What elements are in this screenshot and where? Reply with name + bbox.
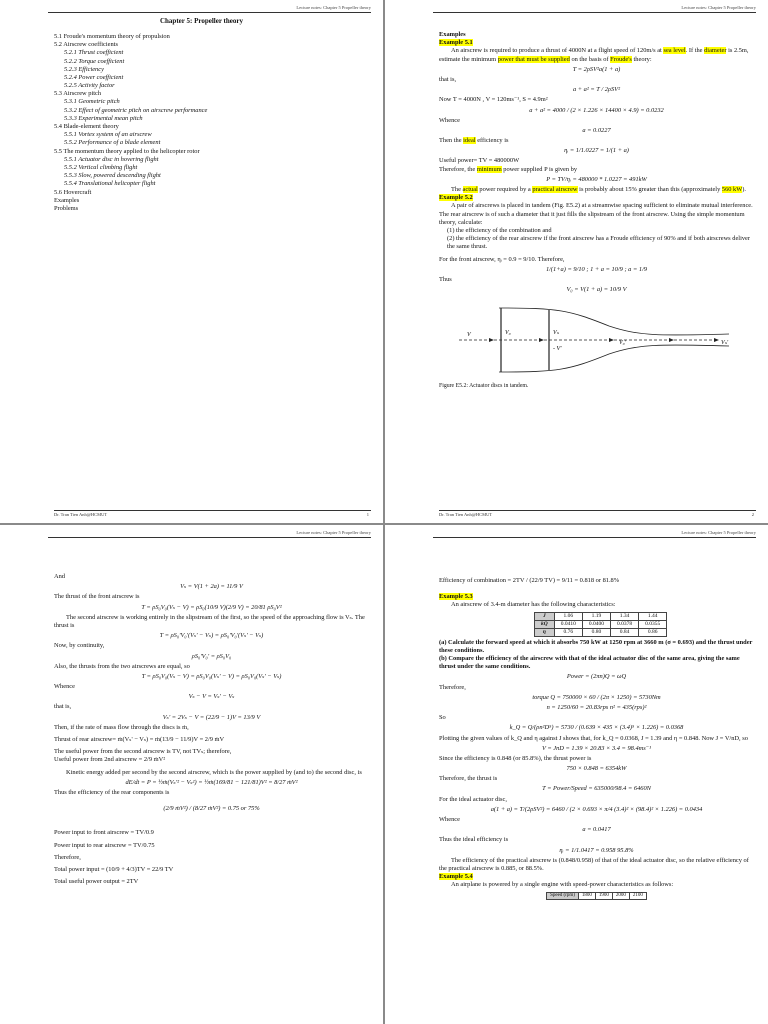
header-rule <box>48 537 371 538</box>
table-row-header: η <box>535 628 555 636</box>
page-1 <box>0 0 383 523</box>
text-line: Therefore, the thrust is <box>439 775 498 783</box>
page-4 <box>385 525 768 1024</box>
list-item: (2) the efficiency of the rear airscrew if the front airscrew has a Froude efficiency of 90% and if both airscrews deliver the same thrust. <box>447 235 751 251</box>
table-row-header: J <box>535 612 555 620</box>
table-cell: 0.76 <box>554 628 582 636</box>
text-line: Power input to front airscrew = TV/0.9 <box>54 829 154 837</box>
toc-item: 5.5.3 Slow, powered descending flight <box>64 172 161 180</box>
tandem-discs-diagram <box>439 300 739 380</box>
toc-item: 5.2.5 Activity factor <box>64 82 115 90</box>
speed-power-table <box>546 892 647 900</box>
label-vs-prime: Vₛ' <box>721 340 729 347</box>
table-cell: 1.19 <box>582 612 610 620</box>
table-cell: 1800 <box>578 892 595 899</box>
table-cell: 0.0378 <box>610 620 638 628</box>
page-header: Lecture notes: Chapter 5 Propeller theory <box>296 5 371 10</box>
table-cell: 0.86 <box>639 628 667 636</box>
equation: T = ρS₀V₀(Vₛ − V) = ρS₀V₀(Vₛ' − V) = ρS₀V₀(Vₛ' − Vₛ) <box>141 672 282 680</box>
example-5-1-text: An airscrew is required to produce a thrust of 4000N at a flight speed of 120m/s at sea level. If the diameter is 2.5m, estimate the minimum power that must be supplied on the basis of Froude's theory: <box>439 47 749 63</box>
toc-item: 5.2.2 Torque coefficient <box>64 57 125 65</box>
toc-item: 5.5.1 Actuator disc in hovering flight <box>64 155 159 163</box>
text-line: The thrust of the front airscrew is <box>54 593 140 601</box>
equation: V = JnD = 1.39 × 20.83 × 3.4 = 98.4ms⁻¹ <box>541 744 652 752</box>
toc-item: 5.2.4 Power coefficient <box>64 73 124 81</box>
page-header: Lecture notes: Chapter 5 Propeller theory <box>296 530 371 535</box>
table-cell: 1.44 <box>639 612 667 620</box>
text-line: Since the efficiency is 0.848 (or 85.8%), the thrust power is <box>439 754 592 762</box>
text-line: Thus the efficiency of the rear components is <box>54 788 170 796</box>
equation: Vₛ' = 2Vₛ − V = (22/9 − 1)V = 13/9 V <box>162 713 261 721</box>
equation: T = Power/Speed = 635000/98.4 = 6460N <box>542 785 651 793</box>
text-line: Now T = 4000N , V = 120ms⁻¹, S = 4.9m² <box>439 96 548 104</box>
text-line: Also, the thrusts from the two airscrews are equal, so <box>54 662 190 670</box>
equation: ηᵢ = 1/1.0417 = 0.958 95.8% <box>559 846 634 854</box>
examples-heading: Examples <box>439 31 466 38</box>
page-number: 1 <box>366 512 369 517</box>
text-line: Thrust of rear airscrew= ṁ(Vₛ' − Vₛ) = ṁ(13/9 − 11/9)V = 2/9 ṁV <box>54 736 225 743</box>
text-line: Therefore, <box>439 683 466 691</box>
label-minus-vprime: - V' <box>553 346 562 353</box>
text-line: Thus <box>439 275 452 283</box>
figure-caption: Figure E5.2: Actuator discs in tandem. <box>439 383 529 390</box>
example-5-1-heading: Example 5.1 <box>439 39 473 47</box>
text-line: Total useful power output = 2TV <box>54 878 139 886</box>
example-5-3-heading: Example 5.3 <box>439 593 473 601</box>
actuator-disc-figure <box>439 300 754 383</box>
toc-item: Problems <box>54 204 79 212</box>
equation: T = ρS₀'V₀'(Vₛ' − Vₛ) = ρS₀'V₀'(Vₛ' − Vₛ) <box>159 632 264 640</box>
text-paragraph: Kinetic energy added per second by the second airscrew, which is the power supplied by (and to) the second disc, is <box>66 768 362 776</box>
example-5-4-heading: Example 5.4 <box>439 873 473 881</box>
toc-item: 5.5 The momentum theory applied to the helicopter rotor <box>54 147 200 155</box>
table-row <box>535 620 667 628</box>
text-line: Efficiency of combination = 2TV / (22/9 TV) = 9/11 = 0.818 or 81.8% <box>439 577 620 584</box>
text-line: Useful power from 2nd airscrew = 2/9 ṁV² <box>54 756 166 764</box>
text-paragraph: Plotting the given values of k_Q and η against J shows that, for k_Q = 0.0368, J = 1.39 and η = 0.848. Now J = V/nD, so <box>439 734 748 742</box>
text-line: that is, <box>54 703 72 711</box>
footer-author: Dr. Tran Tien Anh@HCMUT <box>439 512 493 517</box>
text-line: Whence <box>54 683 75 691</box>
text-line: Therefore, the minimum power supplied P is given by <box>439 165 578 173</box>
text-line: that is, <box>439 75 457 83</box>
toc-item: 5.3 Airscrew pitch <box>54 90 102 98</box>
equation: dE/dt = P = ½ṁ(Vₛ'² − Vₛ²) = ½ṁ(169/81 − 121/81)V² = 8/27 ṁV² <box>125 778 298 786</box>
page-footer <box>439 510 756 517</box>
text-line: So <box>439 714 446 722</box>
toc-item: 5.2 Airscrew coefficients <box>54 41 118 49</box>
text-line: Total power input = (10/9 + 4/3)TV = 22/9 TV <box>54 865 174 873</box>
text-line: For the ideal actuator disc, <box>439 795 507 803</box>
equation: V₀ = V(1 + a) = 10/9 V <box>566 286 627 294</box>
toc-item: 5.6 Hovercraft <box>54 188 92 196</box>
example-5-2-heading: Example 5.2 <box>439 194 473 202</box>
text-line: An airscrew of 3.4-m diameter has the following characteristics: <box>451 601 616 609</box>
list-item: (1) the efficiency of the combination and <box>447 226 552 234</box>
table-cell: 0.0410 <box>554 620 582 628</box>
equation: Power = (2πn)Q = ωQ <box>566 673 627 681</box>
toc-item: 5.2.1 Thrust coefficient <box>64 49 124 57</box>
equation: a(1 + a) = T/(2ρSV²) = 6460 / (2 × 0.693 × π/4 (3.4)² × (98.4)² × 1.226) = 0.0434 <box>490 805 703 813</box>
label-v0: V₀ <box>505 330 511 337</box>
equation: ρS₀'V₀' = ρS₀V₀ <box>191 652 232 660</box>
toc-item: 5.5.4 Translational helicopter flight <box>64 180 156 188</box>
table-cell: 1.06 <box>554 612 582 620</box>
label-vs: Vₛ <box>553 330 559 337</box>
table-cell: 2000 <box>612 892 629 899</box>
equation: k_Q = Q/(ρn²D⁵) = 5730 / (0.639 × 435 × (3.4)⁵ × 1.226) = 0.0368 <box>509 724 684 732</box>
text-line: Thus the ideal efficiency is <box>439 836 509 844</box>
text-line: Now, by continuity, <box>54 642 105 650</box>
example-5-2-text: A pair of airscrews is placed in tandem (Fig. E5.2) at a streamwise spacing sufficient to eliminate mutual interference. The rear airscrew is of such a diameter that it just fills the slipstream of the front airscrew. Using the simple momentum theory, calculate: <box>439 202 753 226</box>
text-line: Useful power= TV = 480000W <box>439 157 520 165</box>
toc-item: 5.5.1 Vortex system of an airscrew <box>64 131 152 139</box>
page-3 <box>0 525 383 1024</box>
header-rule <box>433 12 756 13</box>
table-of-contents <box>54 33 369 213</box>
chapter-title: Chapter 5: Propeller theory <box>159 17 243 25</box>
toc-item: 5.3.1 Geometric pitch <box>64 98 120 106</box>
equation: Vₛ − V = Vₛ' − Vₛ <box>188 693 235 701</box>
label-v: V <box>467 332 471 339</box>
question-a: (a) Calculate the forward speed at which it absorbs 750 kW at 1250 rpm at 3660 m (σ = 0.693) and the thrust under these conditions. <box>439 638 753 654</box>
equation: (2/9 ṁV²) / (8/27 ṁV²) = 0.75 or 75% <box>163 805 260 813</box>
equation: a + a² = 4000 / (2 × 1.226 × 14400 × 4.9) = 0.0232 <box>529 106 664 114</box>
equation: 1/(1+a) = 9/10 ; 1 + a = 10/9 ; a = 1/9 <box>545 265 648 273</box>
page-2 <box>385 0 768 523</box>
table-cell: 0.84 <box>610 628 638 636</box>
equation: torque Q = 750000 × 60 / (2π × 1250) = 5730Nm <box>532 693 661 701</box>
label-v0-prime: V₀' <box>619 340 627 347</box>
page-footer <box>54 510 371 517</box>
table-cell: 1900 <box>595 892 612 899</box>
toc-item: 5.2.3 Efficiency <box>64 65 104 73</box>
table-cell: 1.34 <box>610 612 638 620</box>
toc-item: 5.4 Blade-element theory <box>54 123 119 131</box>
text-line: An airplane is powered by a single engine with speed-power characteristics as follows: <box>451 881 674 889</box>
text-line: Then, if the rate of mass flow through the discs is ṁ, <box>54 723 189 731</box>
table-row-header: kQ <box>535 620 555 628</box>
text-line: And <box>54 573 66 580</box>
toc-item: 5.5.2 Vertical climbing flight <box>64 163 138 171</box>
toc-item: Examples <box>54 196 80 204</box>
table-cell: 0.0400 <box>582 620 610 628</box>
text-line: Therefore, <box>54 853 81 861</box>
equation: n = 1250/60 = 20.83rps n² = 435(rps)² <box>546 703 647 711</box>
table-cell: 0.0355 <box>639 620 667 628</box>
table-cell: 0.80 <box>582 628 610 636</box>
text-line: Then the ideal efficiency is <box>439 137 509 145</box>
text-line: Power input to rear airscrew = TV/0.75 <box>54 841 155 849</box>
table-row <box>535 612 667 620</box>
text-paragraph: The second airscrew is working entirely in the slipstream of the first, so the speed of the approaching flow is Vₛ. The thrust is <box>54 613 365 629</box>
equation: a = 0.0417 <box>582 826 611 834</box>
equation: Vₛ = V(1 + 2a) = 11/9 V <box>180 583 243 591</box>
text-line: The useful power from the second airscrew is TV, not TVₛ; therefore, <box>54 748 232 756</box>
page-number: 2 <box>751 512 754 517</box>
equation: a = 0.0227 <box>582 126 611 134</box>
toc-item: 5.5.2 Performance of a blade element <box>64 139 161 147</box>
question-b: (b) Compare the efficiency of the airscrew with that of the ideal actuator disc of the same area, giving the same thrust under the same conditions. <box>439 655 740 671</box>
page-header: Lecture notes: Chapter 5 Propeller theory <box>681 530 756 535</box>
text-paragraph: The actual power required by a practical airscrew is probably about 15% greater than this (approximately 560 kW). <box>451 186 747 193</box>
table-row <box>535 628 667 636</box>
equation: a + a² = T / 2ρSV² <box>572 86 620 94</box>
header-rule <box>48 12 371 13</box>
page-header: Lecture notes: Chapter 5 Propeller theory <box>681 5 756 10</box>
equation: T = ρS₀V₀(Vₛ − V) = ρS₀(10/9 V)(2/9 V) = 20/81 ρS₀V² <box>141 603 282 611</box>
toc-item: 5.3.2 Effect of geometric pitch on airscrew performance <box>64 106 208 114</box>
characteristics-table <box>534 612 667 637</box>
toc-item: 5.1 Froude's momentum theory of propulsion <box>54 32 170 40</box>
footer-author: Dr. Tran Tien Anh@HCMUT <box>54 512 108 517</box>
text-line: For the front airscrew, ηᵢ = 0.9 = 9/10. Therefore, <box>439 255 565 263</box>
table-cell: 2100 <box>629 892 646 899</box>
equation: ηᵢ = 1/1.0227 = 1/(1 + a) <box>564 147 629 155</box>
equation: T = 2ρSV²a(1 + a) <box>572 65 621 73</box>
text-line: Whence <box>439 816 460 824</box>
text-line: Whence <box>439 116 460 124</box>
toc-item: 5.3.3 Experimental mean pitch <box>64 114 143 122</box>
table-header: Speed (rpm) <box>547 892 579 899</box>
header-rule <box>433 537 756 538</box>
equation: 750 × 0.848 = 6354kW <box>566 765 627 773</box>
equation: P = TV/ηᵢ = 480000 * 1.0227 = 491kW <box>546 175 647 183</box>
text-paragraph: The efficiency of the practical airscrew is (0.848/0.958) of that of the ideal actuator disc, so the relative efficiency of the practical airscrew is 0.885, or 88.5%. <box>439 856 749 872</box>
